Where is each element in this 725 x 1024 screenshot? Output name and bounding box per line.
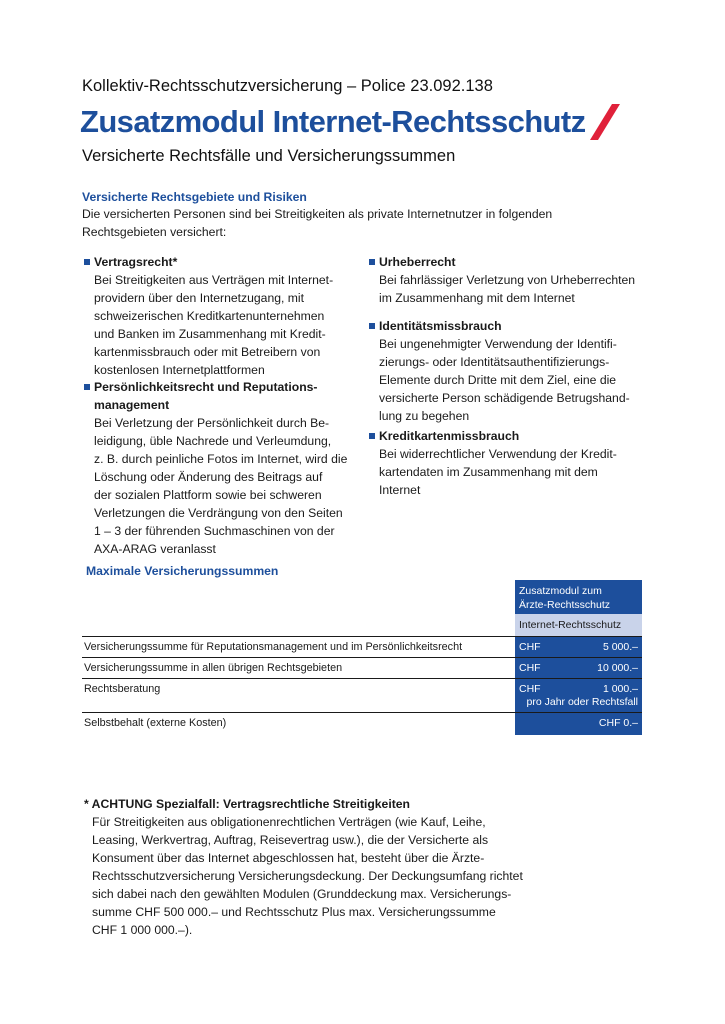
row-value-cell: [515, 637, 642, 658]
bullet-line: zierungs- oder Identitätsauthentifizierungs-: [379, 355, 610, 369]
bullet-line: Bei widerrechtlicher Verwendung der Kredit-: [379, 447, 617, 461]
table-row: [82, 636, 642, 658]
row-label: Selbstbehalt (externe Kosten): [84, 717, 227, 729]
bullet-body: [379, 445, 617, 499]
bullet-square-icon: [369, 433, 375, 439]
bullet-line: Verletzungen die Verdrängung von den Seiten: [94, 506, 343, 520]
bullet-body: [94, 271, 333, 379]
bullet-title-line: Persönlichkeitsrecht und Reputations-: [94, 380, 318, 394]
table-row: [82, 657, 642, 679]
bullet-line: providern über den Internetzugang, mit: [94, 291, 305, 305]
row-currency: CHF: [519, 662, 541, 674]
row-label: Versicherungssumme für Reputationsmanagement und im Persönlichkeitsrecht: [84, 641, 463, 653]
bullet-title: Identitätsmissbrauch: [379, 319, 502, 333]
row-value-cell: [515, 658, 642, 679]
footnote-line: Konsument über das Internet abgeschlossen hat, besteht über die Ärzte-: [92, 851, 485, 865]
row-amount: 1 000.–: [602, 683, 638, 695]
column-header: [515, 580, 642, 614]
bullet-body: [379, 271, 635, 307]
bullet-square-icon: [84, 384, 90, 390]
page-subtitle: Versicherte Rechtsfälle und Versicherungssummen: [82, 147, 456, 165]
policy-line: Kollektiv-Rechtsschutzversicherung – Police 23.092.138: [82, 77, 493, 95]
page-title: Zusatzmodul Internet-Rechtsschutz: [80, 104, 586, 139]
bullet-line: z. B. durch peinliche Fotos im Internet, wird die: [94, 452, 348, 466]
bullet-line: der sozialen Plattform sowie bei schweren: [94, 488, 322, 502]
bullet-line: und Banken im Zusammenhang mit Kredit-: [94, 327, 326, 341]
footnote-line: Rechtsschutzversicherung Versicherungsdeckung. Der Deckungsumfang richtet: [92, 869, 523, 883]
intro-line: Die versicherten Personen sind bei Streitigkeiten als private Internetnutzer in folgenden: [82, 207, 553, 221]
bullet-line: kostenlosen Internetplattformen: [94, 363, 265, 377]
row-amount: CHF 0.–: [598, 717, 638, 729]
bullet-line: Bei Verletzung der Persönlichkeit durch Be-: [94, 416, 330, 430]
bullet-line: AXA-ARAG veranlasst: [94, 542, 216, 556]
bullet-line: lung zu begehen: [379, 409, 470, 423]
footnote-line: Für Streitigkeiten aus obligationenrechtlichen Verträgen (wie Kauf, Leihe,: [92, 815, 486, 829]
row-label: Rechtsberatung: [84, 683, 161, 695]
bullet-line: 1 – 3 der führenden Suchmaschinen von der: [94, 524, 335, 538]
bullet-line: Elemente durch Dritte mit dem Ziel, eine die: [379, 373, 617, 387]
bullet-line: leidigung, üble Nachrede und Verleumdung,: [94, 434, 332, 448]
bullet-square-icon: [84, 259, 90, 265]
bullet-line: Bei fahrlässiger Verletzung von Urheberrechten: [379, 273, 636, 287]
row-label: Versicherungssumme in allen übrigen Rechtsgebieten: [84, 662, 343, 674]
section-heading-areas: Versicherte Rechtsgebiete und Risiken: [82, 190, 307, 204]
bullet-line: Bei Streitigkeiten aus Verträgen mit Internet-: [94, 273, 334, 287]
column-header-line: Zusatzmodul zum: [519, 585, 602, 597]
bullet-line: Löschung oder Änderung des Beitrags auf: [94, 470, 323, 484]
row-currency: CHF: [519, 683, 541, 695]
column-subheader: Internet-Rechtsschutz: [515, 614, 642, 636]
row-amount: 5 000.–: [602, 641, 638, 653]
footnote-line: CHF 1 000 000.–).: [92, 923, 193, 937]
bullet-line: kartendaten im Zusammenhang mit dem: [379, 465, 598, 479]
bullet-square-icon: [369, 259, 375, 265]
intro-line: Rechtsgebieten versichert:: [82, 225, 227, 239]
row-note: pro Jahr oder Rechtsfall: [526, 696, 638, 708]
intro-paragraph: [82, 205, 602, 241]
row-value-cell: [515, 679, 642, 713]
bullet-line: Internet: [379, 483, 421, 497]
bullet-title: Kreditkartenmissbrauch: [379, 429, 520, 443]
footnote-line: sich dabei nach den gewählten Modulen (Grunddeckung max. Versicherungs-: [92, 887, 512, 901]
bullet-title: Urheberrecht: [379, 255, 456, 269]
row-amount: 10 000.–: [597, 662, 638, 674]
bullet-body: [94, 414, 347, 558]
footnote-line: Leasing, Werkvertrag, Auftrag, Reisevertrag usw.), die der Versicherte als: [92, 833, 489, 847]
row-value-cell: [515, 713, 642, 735]
bullet-body: [379, 335, 630, 425]
footnote: [84, 795, 644, 939]
bullet-line: Bei ungenehmigter Verwendung der Identifi-: [379, 337, 617, 351]
bullet-line: im Zusammenhang mit dem Internet: [379, 291, 575, 305]
brand-slash-logo: [590, 104, 620, 140]
row-currency: CHF: [519, 641, 541, 653]
bullet-title: Vertragsrecht*: [94, 255, 178, 269]
bullet-line: kartenmissbrauch oder mit Betreibern von: [94, 345, 321, 359]
footnote-line: summe CHF 500 000.– und Rechtsschutz Plus max. Versicherungssumme: [92, 905, 496, 919]
footnote-title: * ACHTUNG Spezialfall: Vertragsrechtliche Streitigkeiten: [84, 797, 410, 811]
bullet-line: schweizerischen Kreditkartenunternehmen: [94, 309, 325, 323]
table-row: [82, 678, 642, 713]
bullet-square-icon: [369, 323, 375, 329]
bullet-line: versicherte Person schädigende Betrugshand-: [379, 391, 630, 405]
footnote-body: [84, 813, 644, 939]
section-heading-sums: Maximale Versicherungssummen: [86, 564, 279, 578]
table-row: [82, 712, 642, 735]
bullet-title-line: management: [94, 398, 170, 412]
column-header-line: Ärzte-Rechtsschutz: [519, 599, 611, 611]
bullet-title: [94, 378, 317, 414]
